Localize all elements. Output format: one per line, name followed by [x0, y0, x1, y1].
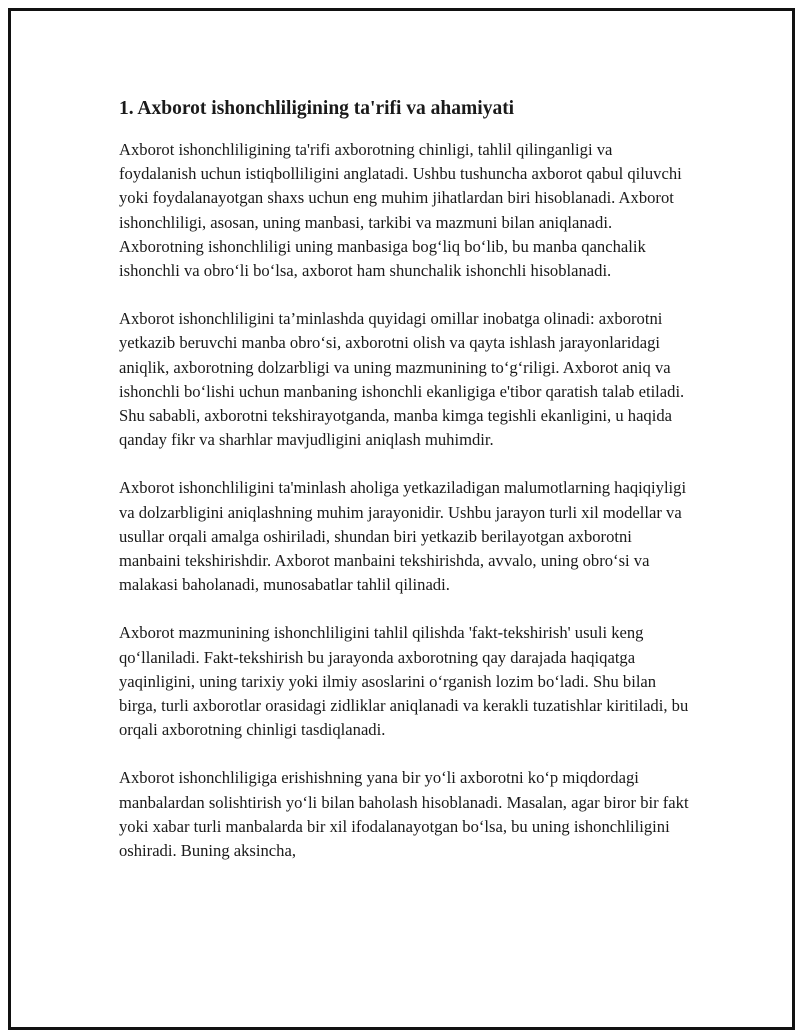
paragraph-factors: Axborot ishonchliligini ta’minlashda quyidagi omillar inobatga olinadi: axborotni yetkazib beruvchi manba obro‘si, axborotni olish va qayta ishlash jarayonlaridagi aniqlik, axborotning dolzarbligi va uning mazmunining to‘g‘riligi. Axborot aniq va ishonchli bo‘lishi uchun manbaning ishonchli ekanligiga e'tibor qaratish talab etiladi. Shu sababli, axborotni tekshirayotganda, manba kimga tegishli ekanligini, u haqida qanday fikr va sharhlar mavjudligini aniqlash muhimdir.: [119, 309, 685, 450]
paragraph-fact-checking: Axborot mazmunining ishonchliligini tahlil qilishda 'fakt-tekshirish' usuli keng qo‘llaniladi. Fakt-tekshirish bu jarayonda axborotning qay darajada haqiqatga yaqinligini, uning tarixiy yoki ilmiy asoslarini o‘rganish lozim bo‘ladi. Shu bilan birga, turli axborotlar orasidagi zidliklar aniqlanadi va kerakli tuzatishlar kiritiladi, bu orqali axborotning chinligi tasdiqlanadi.: [119, 623, 689, 740]
paragraph-cross-comparison: Axborot ishonchliligiga erishishning yana bir yo‘li axborotni ko‘p miqdordagi manbalardan solishtirish yo‘li bilan baholash hisoblanadi. Masalan, agar biror bir fakt yoki xabar turli manbalarda bir xil ifodalanayotgan bo‘lsa, bu uning ishonchliligini oshiradi. Buning aksincha,: [119, 768, 689, 861]
page-frame: [8, 8, 795, 1030]
section-heading: 1. Axborot ishonchliligining ta'rifi va ahamiyati: [119, 98, 515, 119]
paragraph-source-verification: Axborot ishonchliligini ta'minlash aholiga yetkaziladigan malumotlarning haqiqiyligi va dolzarbligini aniqlashning muhim jarayonidir. Ushbu jarayon turli xil modellar va usullar orqali amalga oshiriladi, shundan biri yetkazib berilayotgan axborotni manbaini tekshirishdir. Axborot manbaini tekshirishda, avvalo, uning obro‘si va malakasi baholanadi, munosabatlar tahlil qilinadi.: [119, 478, 687, 595]
document-body: [119, 95, 691, 887]
paragraph-definition: Axborot ishonchliligining ta'rifi axborotning chinligi, tahlil qilinganligi va foydalanish uchun istiqbolliligini anglatadi. Ushbu tushuncha axborot qabul qiluvchi yoki foydalanayotgan shaxs uchun eng muhim jihatlardan biri hisoblanadi. Axborot ishonchliligi, asosan, uning manbasi, tarkibi va mazmuni bilan aniqlanadi. Axborotning ishonchliligi uning manbasiga bog‘liq bo‘lib, bu manba qanchalik ishonchli va obro‘li bo‘lsa, axborot ham shunchalik ishonchli hisoblanadi.: [119, 140, 682, 281]
